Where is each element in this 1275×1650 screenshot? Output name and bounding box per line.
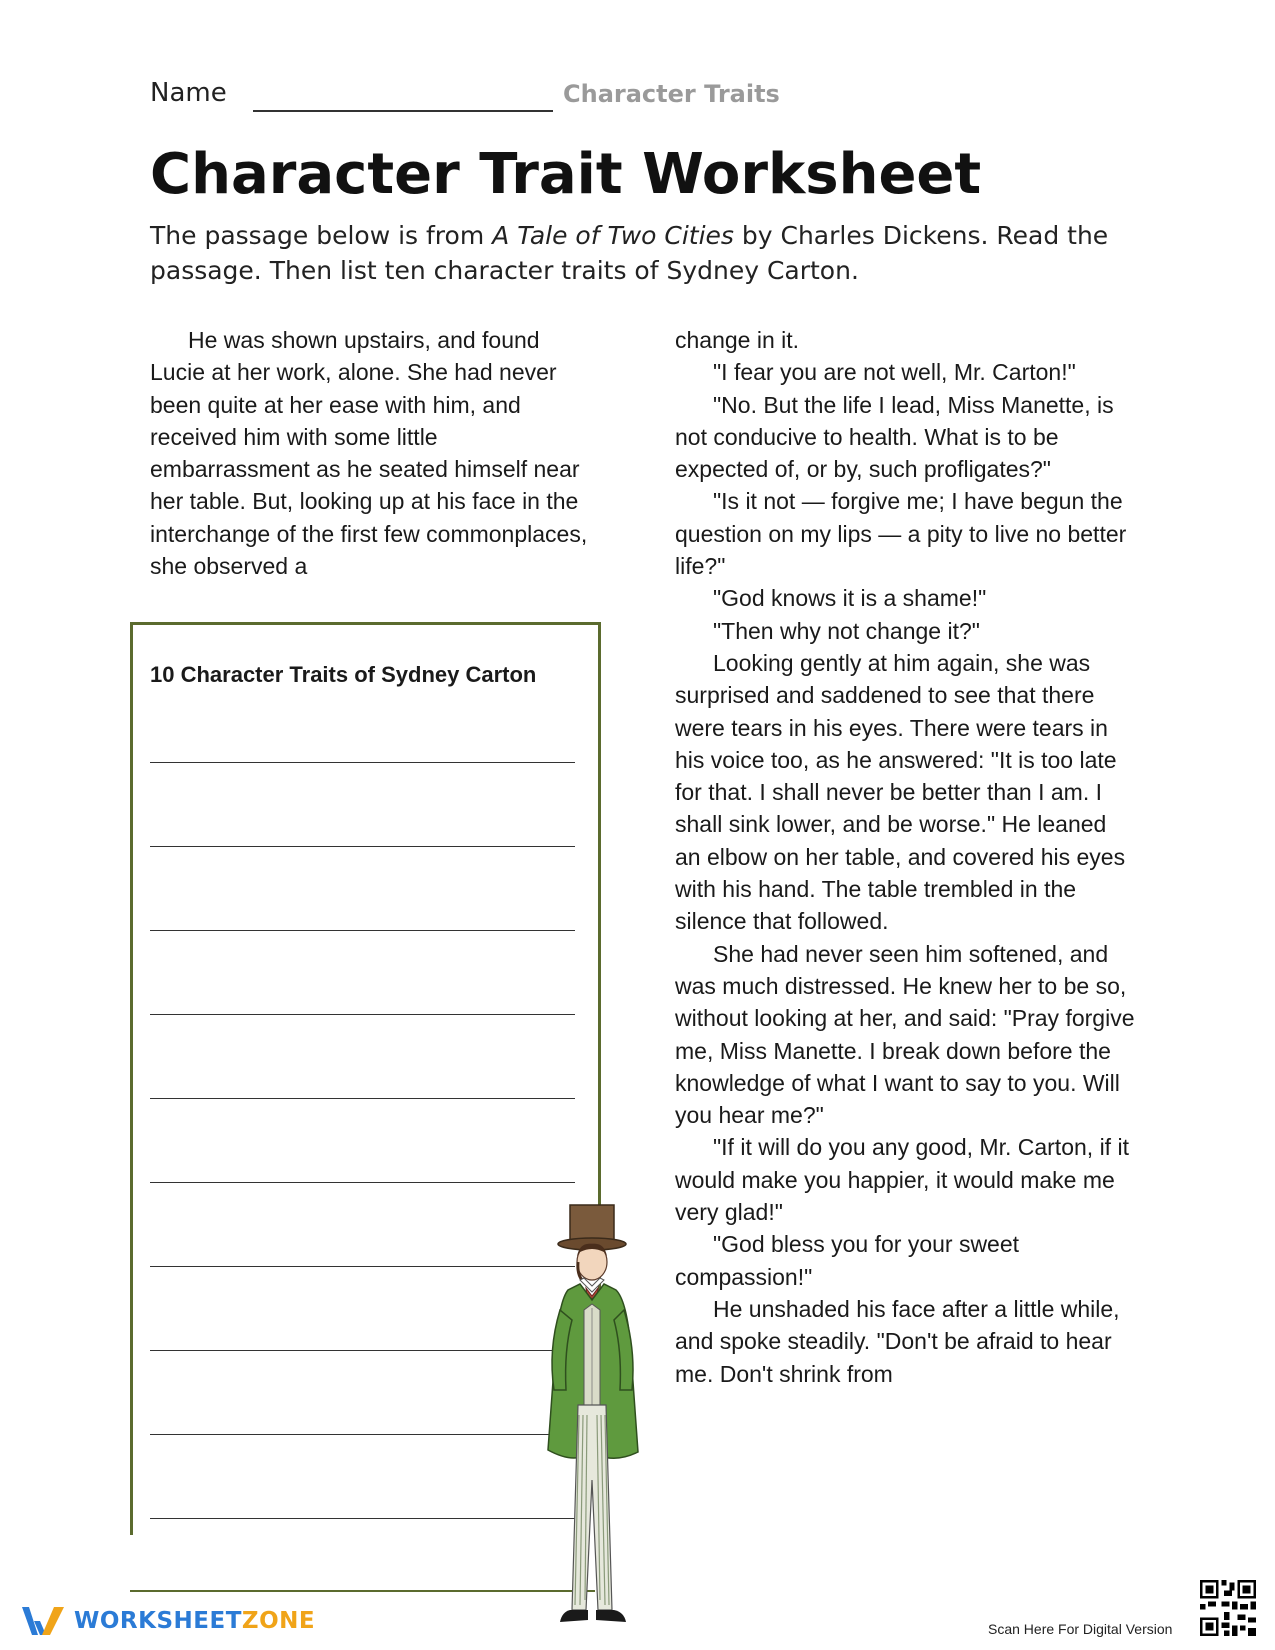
instructions-after: by Charles Dickens. Read the passage. Then list ten character traits of Sydney Carton. (150, 221, 1109, 285)
passage-paragraph: "Is it not — forgive me; I have begun the question on my lips — a pity to live no better life?" (675, 488, 1127, 580)
scan-text: Scan Here For Digital Version (988, 1621, 1173, 1637)
traits-box-title: 10 Character Traits of Sydney Carton (150, 662, 537, 687)
passage-paragraph: "No. But the life I lead, Miss Manette, is not conducive to health. What is to be expected of, or by, such profligates?" (675, 391, 1114, 483)
passage-paragraph: She had never seen him softened, and was much distressed. He knew her to be so, without looking at her, and said: "Pray forgive me, Miss Manette. I break down before the knowledge of what I want to say to you. Will you hear me?" (675, 940, 1135, 1129)
trait-answer-line[interactable] (150, 1434, 575, 1435)
page-title: Character Trait Worksheet (150, 142, 982, 207)
trait-answer-line[interactable] (150, 1098, 575, 1099)
passage-paragraph: "I fear you are not well, Mr. Carton!" (713, 359, 1076, 386)
instructions (150, 218, 1110, 288)
name-input-line[interactable] (253, 110, 553, 112)
passage-paragraph: He unshaded his face after a little while, and spoke steadily. "Don't be afraid to hear me. Don't shrink from (675, 1295, 1120, 1387)
trait-answer-line[interactable] (150, 846, 575, 847)
trait-answer-line[interactable] (150, 1518, 575, 1519)
passage-paragraph: "God bless you for your sweet compassion!" (675, 1231, 1020, 1290)
passage-paragraph: "If it will do you any good, Mr. Carton, if it would make you happier, it would make me very glad!" (675, 1134, 1129, 1226)
trait-answer-line[interactable] (150, 1266, 575, 1267)
trait-answer-line[interactable] (150, 762, 575, 763)
logo-part-1: WORKSHEET (74, 1608, 242, 1634)
name-label: Name (150, 78, 227, 108)
book-title: A Tale of Two Cities (492, 221, 734, 250)
passage-paragraph: "Then why not change it?" (713, 617, 980, 644)
passage-left-column (150, 324, 600, 582)
trait-answer-line[interactable] (150, 1182, 575, 1183)
passage-paragraph: He was shown upstairs, and found Lucie at her work, alone. She had never been quite at her ease with him, and received him with some little embarrassment as he seated himself near her table. But, looking up at his face in the interchange of the first few commonplaces, she observed a (150, 327, 588, 580)
passage-paragraph: change in it. (675, 327, 800, 353)
passage-paragraph: Looking gently at him again, she was surprised and saddened to see that there were tears in his eyes. There were tears in his voice too, as he answered: "It is too late for that. I shall never be better than I am. I shall sink lower, and be worse." He leaned an elbow on her table, and covered his eyes with his hand. The table trembled in the silence that followed. (675, 649, 1126, 935)
passage-paragraph: "God knows it is a shame!" (713, 585, 987, 612)
bottom-rule (130, 1590, 595, 1592)
subject-label: Character Traits (563, 80, 780, 108)
trait-answer-line[interactable] (150, 1350, 575, 1351)
trait-answer-line[interactable] (150, 1014, 575, 1015)
qr-code-icon[interactable] (1200, 1580, 1256, 1636)
logo-part-2: ZONE (241, 1608, 316, 1634)
worksheetzone-logo-icon (20, 1603, 68, 1639)
worksheetzone-logo-text[interactable] (74, 1608, 315, 1634)
sydney-carton-figure (530, 1200, 670, 1650)
instructions-before: The passage below is from (150, 221, 493, 250)
passage-right-column (675, 324, 1135, 1390)
trait-answer-line[interactable] (150, 930, 575, 931)
